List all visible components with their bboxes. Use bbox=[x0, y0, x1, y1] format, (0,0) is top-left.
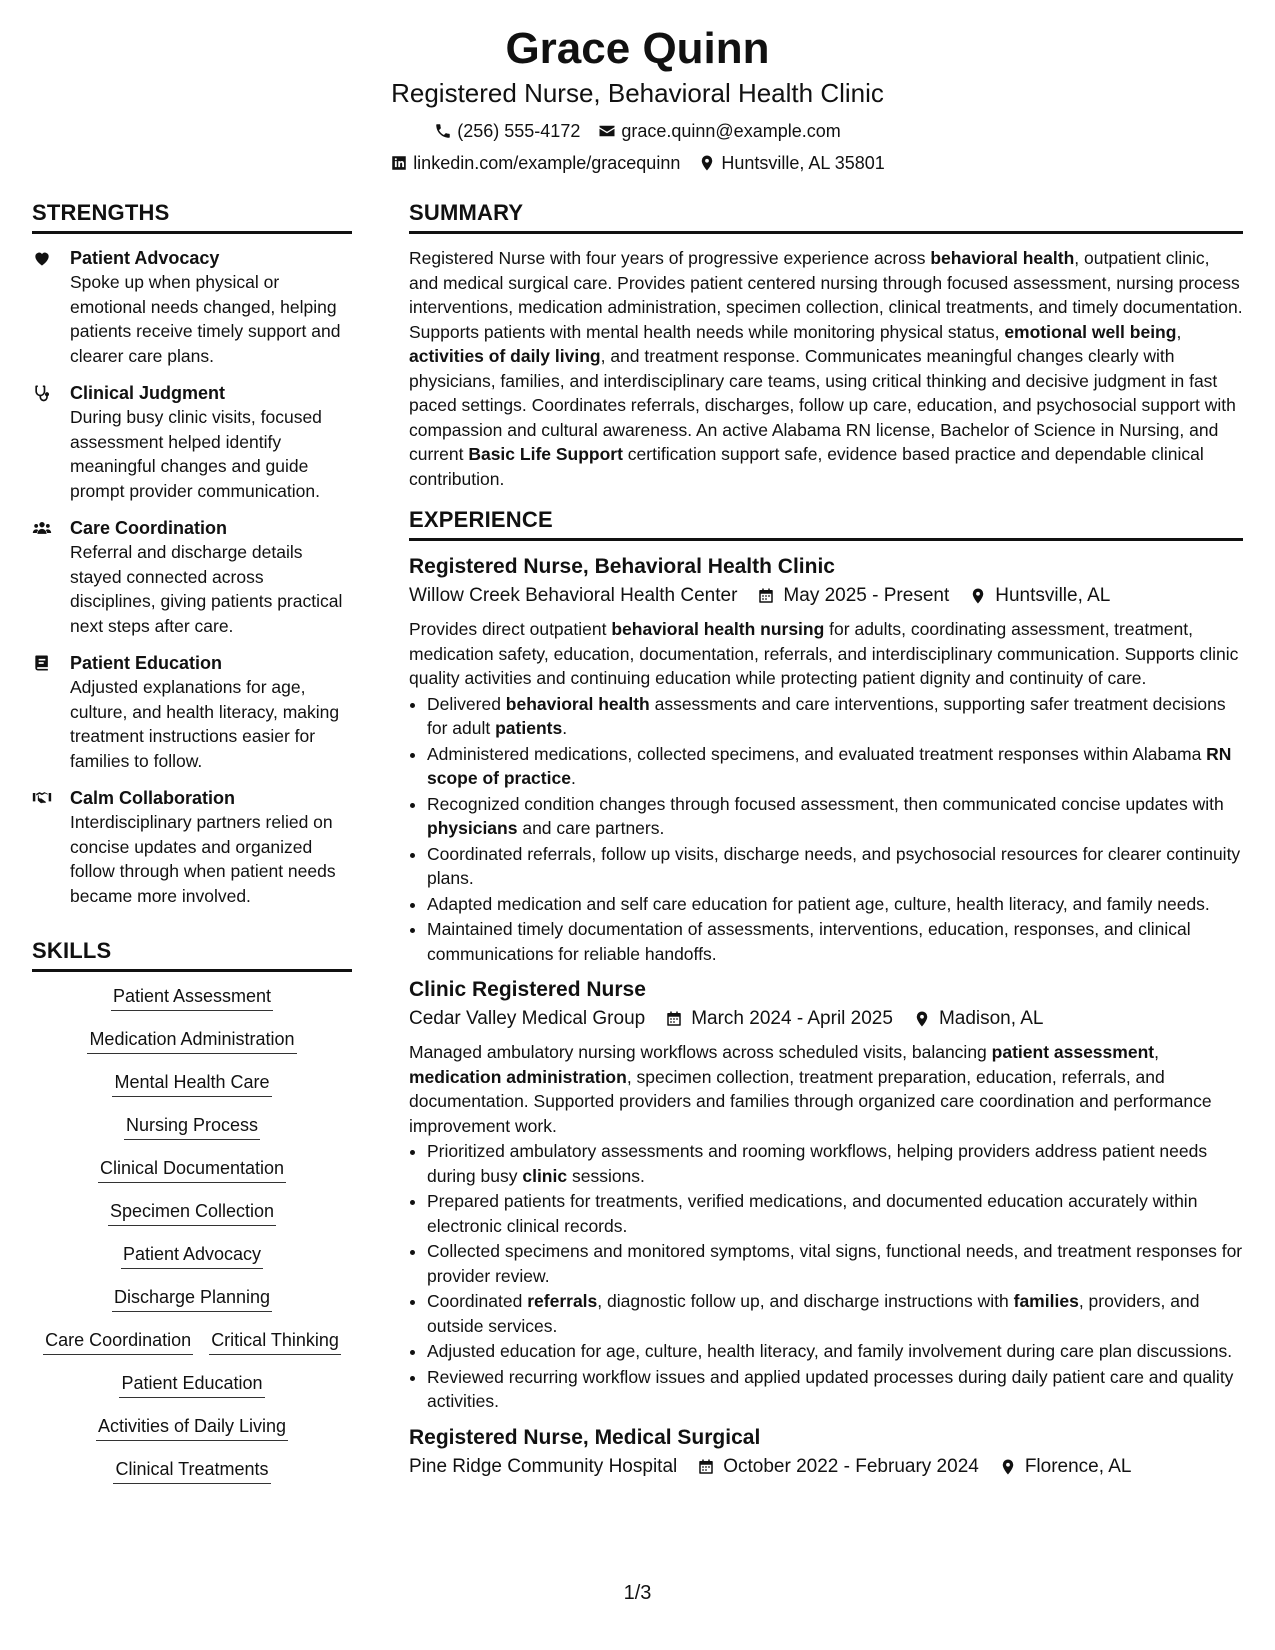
job-location: Florence, AL bbox=[1024, 1455, 1132, 1477]
bullet-item bbox=[427, 692, 1243, 741]
location-text: Huntsville, AL 35801 bbox=[721, 153, 885, 173]
job-employer: Pine Ridge Community Hospital bbox=[409, 1455, 678, 1477]
skill-tag: Patient Education bbox=[119, 1371, 264, 1398]
bold-phrase: patient assessment bbox=[991, 1042, 1155, 1062]
bold-phrase: referrals bbox=[527, 1291, 598, 1311]
strength-desc: Spoke up when physical or emotional needs changed, helping patients receive timely support and clearer care plans. bbox=[70, 272, 341, 366]
map-pin-icon bbox=[913, 1010, 931, 1028]
skill-tag: Discharge Planning bbox=[112, 1285, 272, 1312]
skill-tag: Clinical Documentation bbox=[98, 1156, 286, 1183]
bold-phrase: families bbox=[1013, 1291, 1079, 1311]
contact-location bbox=[698, 152, 884, 174]
bullet-item bbox=[427, 1239, 1243, 1288]
bold-phrase: clinic bbox=[522, 1165, 568, 1186]
skill-row bbox=[32, 1328, 352, 1355]
linkedin-text[interactable]: linkedin.com/example/gracequinn bbox=[413, 153, 681, 173]
skill-tag: Medication Administration bbox=[87, 1027, 296, 1054]
strength-item bbox=[32, 381, 352, 503]
bullet-item bbox=[427, 1139, 1243, 1188]
summary-text bbox=[409, 246, 1243, 491]
job-dates: March 2024 - April 2025 bbox=[691, 1008, 893, 1029]
bullet-item bbox=[427, 1189, 1243, 1238]
skill-tag: Mental Health Care bbox=[112, 1070, 271, 1097]
skill-tag: Nursing Process bbox=[124, 1113, 260, 1140]
bold-phrase: behavioral health bbox=[505, 693, 650, 714]
text-run: Prioritized ambulatory assessments and rooming workflows, helping providers address patient needs during busy bbox=[427, 1141, 1208, 1186]
heart-icon bbox=[32, 248, 52, 268]
calendar-icon bbox=[757, 587, 775, 605]
strength-desc: Interdisciplinary partners relied on concise updates and organized follow through when patient needs became more involved. bbox=[70, 812, 336, 906]
phone-text: (256) 555-4172 bbox=[457, 121, 581, 141]
job-location: Madison, AL bbox=[938, 1008, 1044, 1029]
envelope-icon bbox=[598, 122, 616, 140]
bold-phrase: medication administration bbox=[409, 1066, 627, 1087]
job-dates: May 2025 - Present bbox=[783, 585, 950, 606]
skill-row bbox=[32, 1414, 352, 1441]
text-run: Managed ambulatory nursing workflows across scheduled visits, balancing bbox=[409, 1042, 992, 1062]
strength-title: Calm Collaboration bbox=[70, 788, 236, 808]
job-bullets bbox=[409, 692, 1243, 967]
text-run: Maintained timely documentation of assessments, interventions, education, responses, and clinical communications for reliable handoffs. bbox=[427, 919, 1191, 964]
text-run: Collected specimens and monitored symptoms, vital signs, functional needs, and treatment responses for provider review. bbox=[427, 1241, 1243, 1286]
contact-phone bbox=[434, 120, 580, 142]
text-run: , specimen collection, treatment preparation, education, referrals, and documentation. Supported providers and families through organized care coordination and performance improvement work. bbox=[409, 1066, 1212, 1136]
job-employer: Cedar Valley Medical Group bbox=[409, 1008, 646, 1029]
skill-row bbox=[32, 984, 352, 1011]
skill-tag: Care Coordination bbox=[43, 1328, 193, 1355]
bold-phrase: activities of daily living bbox=[409, 346, 601, 366]
job-title: Registered Nurse, Medical Surgical bbox=[409, 1425, 761, 1449]
job-description bbox=[409, 1040, 1243, 1138]
strength-item bbox=[32, 651, 352, 773]
calendar-icon bbox=[697, 1458, 715, 1476]
skill-row bbox=[32, 1070, 352, 1097]
skill-tag: Clinical Treatments bbox=[113, 1457, 270, 1484]
bullet-item bbox=[427, 842, 1243, 891]
text-run: Adapted medication and self care education for patient age, culture, health literacy, and family needs. bbox=[427, 893, 1210, 914]
text-run: for adults, coordinating assessment, treatment, medication safety, education, documentation, referrals, and interdisciplinary communication. Supports clinic quality activities and continuing education while protecting patient dignity and continuity of care. bbox=[409, 619, 1239, 688]
contact-linkedin[interactable] bbox=[390, 152, 680, 174]
skill-tag: Critical Thinking bbox=[209, 1328, 341, 1355]
text-run: . bbox=[570, 768, 576, 788]
text-run: Prepared patients for treatments, verified medications, and documented education accurately within electronic clinical records. bbox=[427, 1191, 1198, 1236]
skill-tag: Patient Assessment bbox=[111, 984, 273, 1011]
text-run: certification support safe, evidence based practice and dependable clinical contribution. bbox=[409, 444, 1204, 489]
users-icon bbox=[32, 518, 52, 538]
text-run: and care partners. bbox=[517, 818, 665, 838]
text-run: , and treatment response. Communicates meaningful changes clearly with physicians, families, and interdisciplinary care teams, using critical thinking and decisive judgment in fast paced settings. Coordinates referrals, discharges, follow up care, education, and psychosocial support with compassion and cultural awareness. An active Alabama RN license, Bachelor of Science in Nursing, and current bbox=[409, 346, 1236, 464]
text-run: , diagnostic follow up, and discharge instructions with bbox=[597, 1291, 1014, 1311]
text-run: Provides direct outpatient bbox=[409, 619, 612, 639]
text-run: Delivered bbox=[427, 693, 506, 714]
strength-title: Care Coordination bbox=[70, 518, 228, 538]
calendar-icon bbox=[665, 1010, 683, 1028]
text-run: assessments and care interventions, supporting safer treatment decisions for adult bbox=[427, 693, 1226, 738]
strength-title: Patient Education bbox=[70, 653, 223, 673]
skills-section bbox=[32, 938, 352, 1484]
contact-email[interactable] bbox=[598, 120, 840, 142]
stethoscope-icon bbox=[32, 383, 52, 403]
bullet-item bbox=[427, 792, 1243, 841]
text-run: , bbox=[1176, 321, 1182, 342]
bold-phrase: physicians bbox=[427, 818, 518, 838]
bold-phrase: RN scope of practice bbox=[427, 743, 1232, 788]
page-number: 1/3 bbox=[623, 1582, 652, 1604]
bullet-item bbox=[427, 917, 1243, 966]
strength-desc: Adjusted explanations for age, culture, and health literacy, making treatment instructions easier for families to follow. bbox=[70, 677, 340, 771]
job-meta bbox=[409, 1454, 1243, 1480]
strength-desc: Referral and discharge details stayed connected across disciplines, giving patients practical next steps after care. bbox=[70, 542, 343, 636]
email-text[interactable]: grace.quinn@example.com bbox=[621, 121, 841, 141]
skill-tag: Activities of Daily Living bbox=[96, 1414, 288, 1441]
left-column bbox=[32, 200, 352, 1500]
skill-row bbox=[32, 1027, 352, 1054]
handshake-icon bbox=[32, 788, 52, 808]
experience-heading: EXPERIENCE bbox=[409, 507, 1243, 541]
book-icon bbox=[32, 653, 52, 673]
strength-item bbox=[32, 516, 352, 638]
text-run: , bbox=[1154, 1042, 1159, 1062]
strength-title: Patient Advocacy bbox=[70, 248, 220, 268]
map-pin-icon bbox=[999, 1458, 1017, 1476]
bullet-item bbox=[427, 1289, 1243, 1338]
contact-line-2 bbox=[0, 152, 1275, 174]
skill-tag: Patient Advocacy bbox=[121, 1242, 263, 1269]
skill-row bbox=[32, 1457, 352, 1484]
text-run: Recognized condition changes through focused assessment, then communicated concise updates with bbox=[427, 793, 1224, 814]
bold-phrase: emotional well being bbox=[1004, 321, 1177, 342]
map-pin-icon bbox=[969, 587, 987, 605]
skill-row bbox=[32, 1156, 352, 1183]
job-title: Clinic Registered Nurse bbox=[409, 978, 646, 1001]
text-run: Reviewed recurring workflow issues and applied updated processes during daily patient care and quality activities. bbox=[427, 1366, 1234, 1411]
job-description bbox=[409, 617, 1243, 691]
skill-row bbox=[32, 1285, 352, 1312]
text-run: . bbox=[562, 718, 568, 738]
job-dates: October 2022 - February 2024 bbox=[723, 1455, 979, 1477]
skill-row bbox=[32, 1113, 352, 1140]
summary-heading: SUMMARY bbox=[409, 200, 1243, 234]
bullet-item bbox=[427, 1365, 1243, 1414]
text-run: Coordinated referrals, follow up visits, discharge needs, and psychosocial resources for clearer continuity plans. bbox=[427, 843, 1241, 888]
map-pin-icon bbox=[698, 154, 716, 172]
bold-phrase: Basic Life Support bbox=[468, 444, 623, 464]
bullet-item bbox=[427, 892, 1243, 917]
candidate-name: Grace Quinn bbox=[505, 24, 770, 73]
text-run: Registered Nurse with four years of progressive experience across bbox=[409, 248, 931, 268]
skill-tag: Specimen Collection bbox=[108, 1199, 276, 1226]
job-entry bbox=[409, 976, 1243, 1414]
text-run: sessions. bbox=[567, 1165, 645, 1186]
job-employer: Willow Creek Behavioral Health Center bbox=[409, 585, 738, 606]
strength-desc: During busy clinic visits, focused assessment helped identify meaningful changes and guide prompt provider communication. bbox=[70, 407, 322, 501]
resume-header bbox=[0, 22, 1275, 174]
strength-item bbox=[32, 246, 352, 368]
candidate-title: Registered Nurse, Behavioral Health Clinic bbox=[391, 78, 884, 108]
bold-phrase: behavioral health bbox=[930, 248, 1075, 268]
linkedin-icon bbox=[390, 154, 408, 172]
strengths-heading: STRENGTHS bbox=[32, 200, 352, 234]
bullet-item bbox=[427, 1339, 1243, 1364]
job-entry bbox=[409, 1424, 1243, 1480]
contact-line-1 bbox=[0, 120, 1275, 142]
text-run: Coordinated bbox=[427, 1291, 528, 1311]
skill-row bbox=[32, 1371, 352, 1398]
right-column bbox=[409, 200, 1243, 1490]
bold-phrase: patients bbox=[495, 718, 563, 738]
job-meta bbox=[409, 1006, 1243, 1032]
text-run: Administered medications, collected specimens, and evaluated treatment responses within Alabama bbox=[427, 743, 1207, 764]
job-title: Registered Nurse, Behavioral Health Clinic bbox=[409, 555, 835, 578]
strength-item bbox=[32, 786, 352, 908]
experience-list bbox=[409, 553, 1243, 1480]
strength-title: Clinical Judgment bbox=[70, 383, 226, 403]
skill-row bbox=[32, 1242, 352, 1269]
text-run: Adjusted education for age, culture, health literacy, and family involvement during care plan discussions. bbox=[427, 1341, 1233, 1361]
bold-phrase: behavioral health nursing bbox=[611, 619, 825, 639]
job-location: Huntsville, AL bbox=[995, 585, 1111, 606]
job-entry bbox=[409, 553, 1243, 966]
job-bullets bbox=[409, 1139, 1243, 1414]
job-meta bbox=[409, 583, 1243, 609]
skill-row bbox=[32, 1199, 352, 1226]
text-run: , providers, and outside services. bbox=[427, 1291, 1200, 1336]
text-run: , outpatient clinic, and medical surgical care. Provides patient centered nursing through focused assessment, nursing process interventions, medication administration, specimen collection, clinical treatments, and timely documentation. Supports patients with mental health needs while monitoring physical status, bbox=[409, 248, 1243, 342]
phone-icon bbox=[434, 122, 452, 140]
skills-list bbox=[32, 984, 352, 1484]
bullet-item bbox=[427, 742, 1243, 791]
skills-heading: SKILLS bbox=[32, 938, 352, 972]
